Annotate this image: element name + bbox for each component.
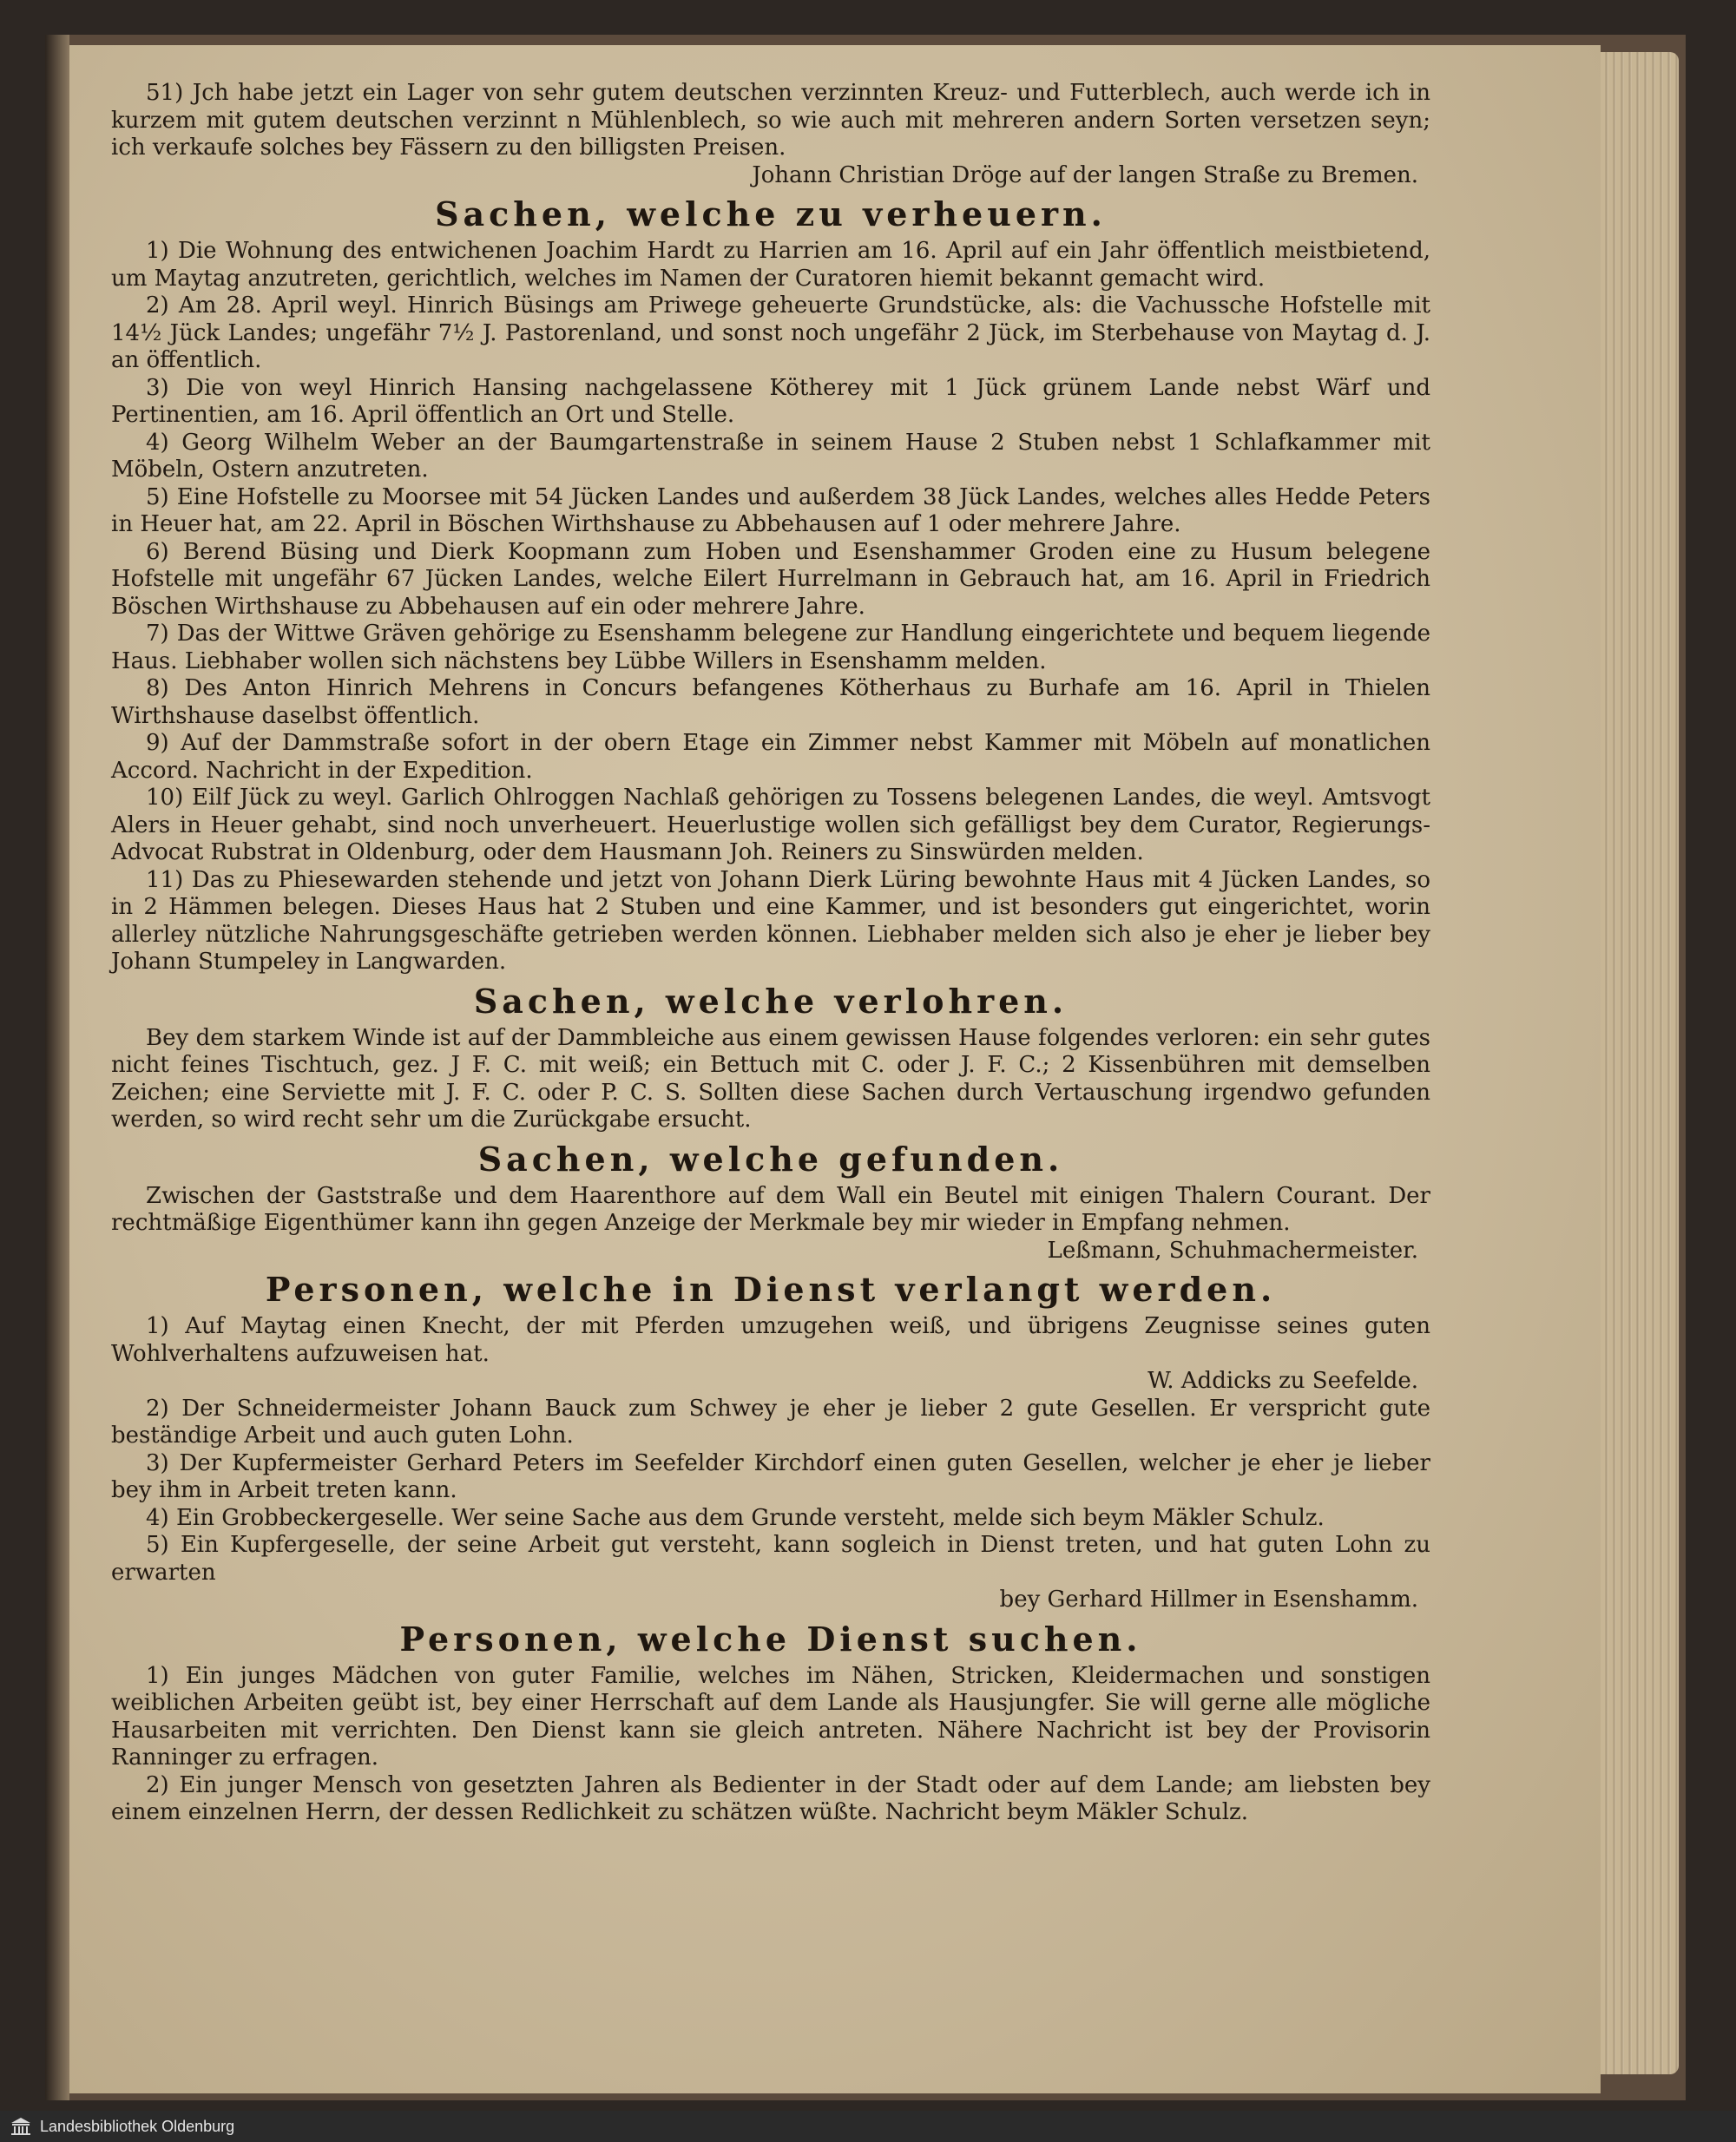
- verlangt-item-2: 2) Der Schneidermeister Johann Bauck zum Schwey je eher je lieber 2 gute Gesellen. Er verspricht gute beständige Arbeit und auch guten Lohn.: [111, 1395, 1430, 1449]
- section-title-verheuern: Sachen, welche zu verheuern.: [435, 194, 1107, 233]
- verheuern-item-10: 10) Eilf Jück zu weyl. Garlich Ohlroggen Nachlaß gehörigen zu Tossens belegenen Landes, die weyl. Amtsvogt Alers in Heuer gehabt, sind noch unverheuert. Heuerlustige wollen sich gefälligst bey dem Curator, Regierungs-Advocat Rubstrat in Oldenburg, oder dem Hausmann Joh. Reiners zu Sinswürden melden.: [111, 785, 1430, 865]
- verheuern-item-9: 9) Auf der Dammstraße sofort in der obern Etage ein Zimmer nebst Kammer mit Möbeln auf monatlichen Accord. Nachricht in der Expedition.: [111, 730, 1430, 784]
- verlangt-item-1: 1) Auf Maytag einen Knecht, der mit Pferden umzugehen weiß, und übrigens Zeugnisse seines guten Wohlverhaltens aufzuweisen hat.: [111, 1313, 1430, 1367]
- verheuern-item-8: 8) Des Anton Hinrich Mehrens in Concurs befangenes Kötherhaus zu Burhafe am 16. April in Thielen Wirthshause daselbst öffentlich.: [111, 675, 1430, 729]
- book-gutter: [45, 35, 69, 2100]
- section-title-suchen: Personen, welche Dienst suchen.: [399, 1619, 1142, 1659]
- notice-51-signature: Johann Christian Dröge auf der langen Straße zu Bremen.: [752, 161, 1418, 188]
- suchen-item-1: 1) Ein junges Mädchen von guter Familie, welches im Nähen, Stricken, Kleidermachen und sonstigen weiblichen Arbeiten geübt ist, bey einer Herrschaft auf dem Lande als Hausjungfer. Sie will gerne alle mögliche Hausarbeiten mit verrichten. Den Dienst kann sie gleich antreten. Nähere Nachricht ist bey der Provisorin Ranninger zu erfragen.: [111, 1662, 1430, 1771]
- verlangt-item-5-signature: bey Gerhard Hillmer in Esenshamm.: [999, 1587, 1418, 1613]
- library-building-icon: [10, 2117, 31, 2136]
- suchen-item-2: 2) Ein junger Mensch von gesetzten Jahren als Bedienter in der Stadt oder auf dem Lande; am liebsten bey einem einzelnen Herrn, der dessen Redlichkeit zu schätzen wüßte. Nachricht beym Mäkler Schulz.: [111, 1771, 1430, 1825]
- page-edges: [1601, 52, 1679, 2074]
- verheuern-item-11: 11) Das zu Phiesewarden stehende und jetzt von Johann Dierk Lüring bewohnte Haus mit 4 Jücken Landes, so in 2 Hämmen belegen. Dieses Haus hat 2 Stuben und eine Kammer, und ist besonders gut eingerichtet, worin allerley nützliche Nahrungsgeschäfte getrieben werden können. Liebhaber melden sich also je eher je lieber bey Johann Stumpeley in Langwarden.: [111, 866, 1430, 975]
- verheuern-item-7: 7) Das der Wittwe Gräven gehörige zu Esenshamm belegene zur Handlung eingerichtete und bequem liegende Haus. Liebhaber wollen sich nächstens bey Lübbe Willers in Esenshamm melden.: [111, 621, 1430, 674]
- gefunden-signature: Leßmann, Schuhmachermeister.: [1047, 1237, 1418, 1264]
- library-name[interactable]: Landesbibliothek Oldenburg: [40, 2118, 235, 2135]
- verheuern-item-2: 2) Am 28. April weyl. Hinrich Büsings am Priwege geheuerte Grundstücke, als: die Vachussche Hofstelle mit 14½ Jück Landes; ungefähr 7½ J. Pastorenland, und sonst noch ungefähr 2 Jück, im Sterbehause von Maytag d. J. an öffentlich.: [111, 292, 1430, 373]
- verlangt-item-1-signature: W. Addicks zu Seefelde.: [1147, 1368, 1418, 1394]
- section-title-verlohren: Sachen, welche verlohren.: [473, 981, 1069, 1021]
- verlangt-item-3: 3) Der Kupfermeister Gerhard Peters im Seefelder Kirchdorf einen guten Gesellen, welcher je eher je lieber bey ihm in Arbeit treten kann.: [111, 1449, 1430, 1503]
- section-title-verlangt: Personen, welche in Dienst verlangt werden.: [265, 1270, 1277, 1309]
- viewer-footer: [0, 2111, 1736, 2142]
- section-title-gefunden: Sachen, welche gefunden.: [477, 1139, 1064, 1179]
- verlohren-text: Bey dem starkem Winde ist auf der Dammbleiche aus einem gewissen Hause folgendes verloren: ein sehr gutes nicht feines Tischtuch, gez. J F. C. mit weiß; ein Bettuch mit C. oder J. F. C.; 2 Kissenbühren mit demselben Zeichen; eine Serviette mit J. F. C. oder P. C. S. Sollten diese Sachen durch Vertauschung irgendwo gefunden werden, so wird recht sehr um die Zurückgabe ersucht.: [111, 1024, 1430, 1133]
- page-content: [111, 80, 1430, 1827]
- verheuern-item-4: 4) Georg Wilhelm Weber an der Baumgartenstraße in seinem Hause 2 Stuben nebst 1 Schlafkammer mit Möbeln, Ostern anzutreten.: [111, 429, 1430, 483]
- verheuern-item-3: 3) Die von weyl Hinrich Hansing nachgelassene Kötherey mit 1 Jück grünem Lande nebst Wärf und Pertinentien, am 16. April öffentlich an Ort und Stelle.: [111, 374, 1430, 428]
- verheuern-item-6: 6) Berend Büsing und Dierk Koopmann zum Hoben und Esenshammer Groden eine zu Husum belegene Hofstelle mit ungefähr 67 Jücken Landes, welche Eilert Hurrelmann in Gebrauch hat, am 16. April in Friedrich Böschen Wirthshause zu Abbehausen auf ein oder mehrere Jahre.: [111, 538, 1430, 620]
- verheuern-item-1: 1) Die Wohnung des entwichenen Joachim Hardt zu Harrien am 16. April auf ein Jahr öffentlich meistbietend, um Maytag anzutreten, gerichtlich, welches im Namen der Curatoren hiemit bekannt gemacht wird.: [111, 238, 1430, 292]
- verlangt-item-5: 5) Ein Kupfergeselle, der seine Arbeit gut versteht, kann sogleich in Dienst treten, und hat guten Lohn zu erwarten: [111, 1532, 1430, 1586]
- verlangt-item-4: 4) Ein Grobbeckergeselle. Wer seine Sache aus dem Grunde versteht, melde sich beym Mäkler Schulz.: [146, 1504, 1325, 1531]
- notice-51: 51) Jch habe jetzt ein Lager von sehr gutem deutschen verzinnten Kreuz- und Futterblech, auch werde ich in kurzem mit gutem deutschen verzinnt n Mühlenblech, so wie auch mit mehreren andern Sorten versetzen seyn; ich verkaufe solches bey Fässern zu den billigsten Preisen.: [111, 80, 1430, 161]
- verheuern-item-5: 5) Eine Hofstelle zu Moorsee mit 54 Jücken Landes und außerdem 38 Jück Landes, welches alles Hedde Peters in Heuer hat, am 22. April in Böschen Wirthshause zu Abbehausen auf 1 oder mehrere Jahre.: [111, 483, 1430, 537]
- gefunden-text: Zwischen der Gaststraße und dem Haarenthore auf dem Wall ein Beutel mit einigen Thalern Courant. Der rechtmäßige Eigenthümer kann ihn gegen Anzeige der Merkmale bey mir wieder in Empfang nehmen.: [111, 1182, 1430, 1236]
